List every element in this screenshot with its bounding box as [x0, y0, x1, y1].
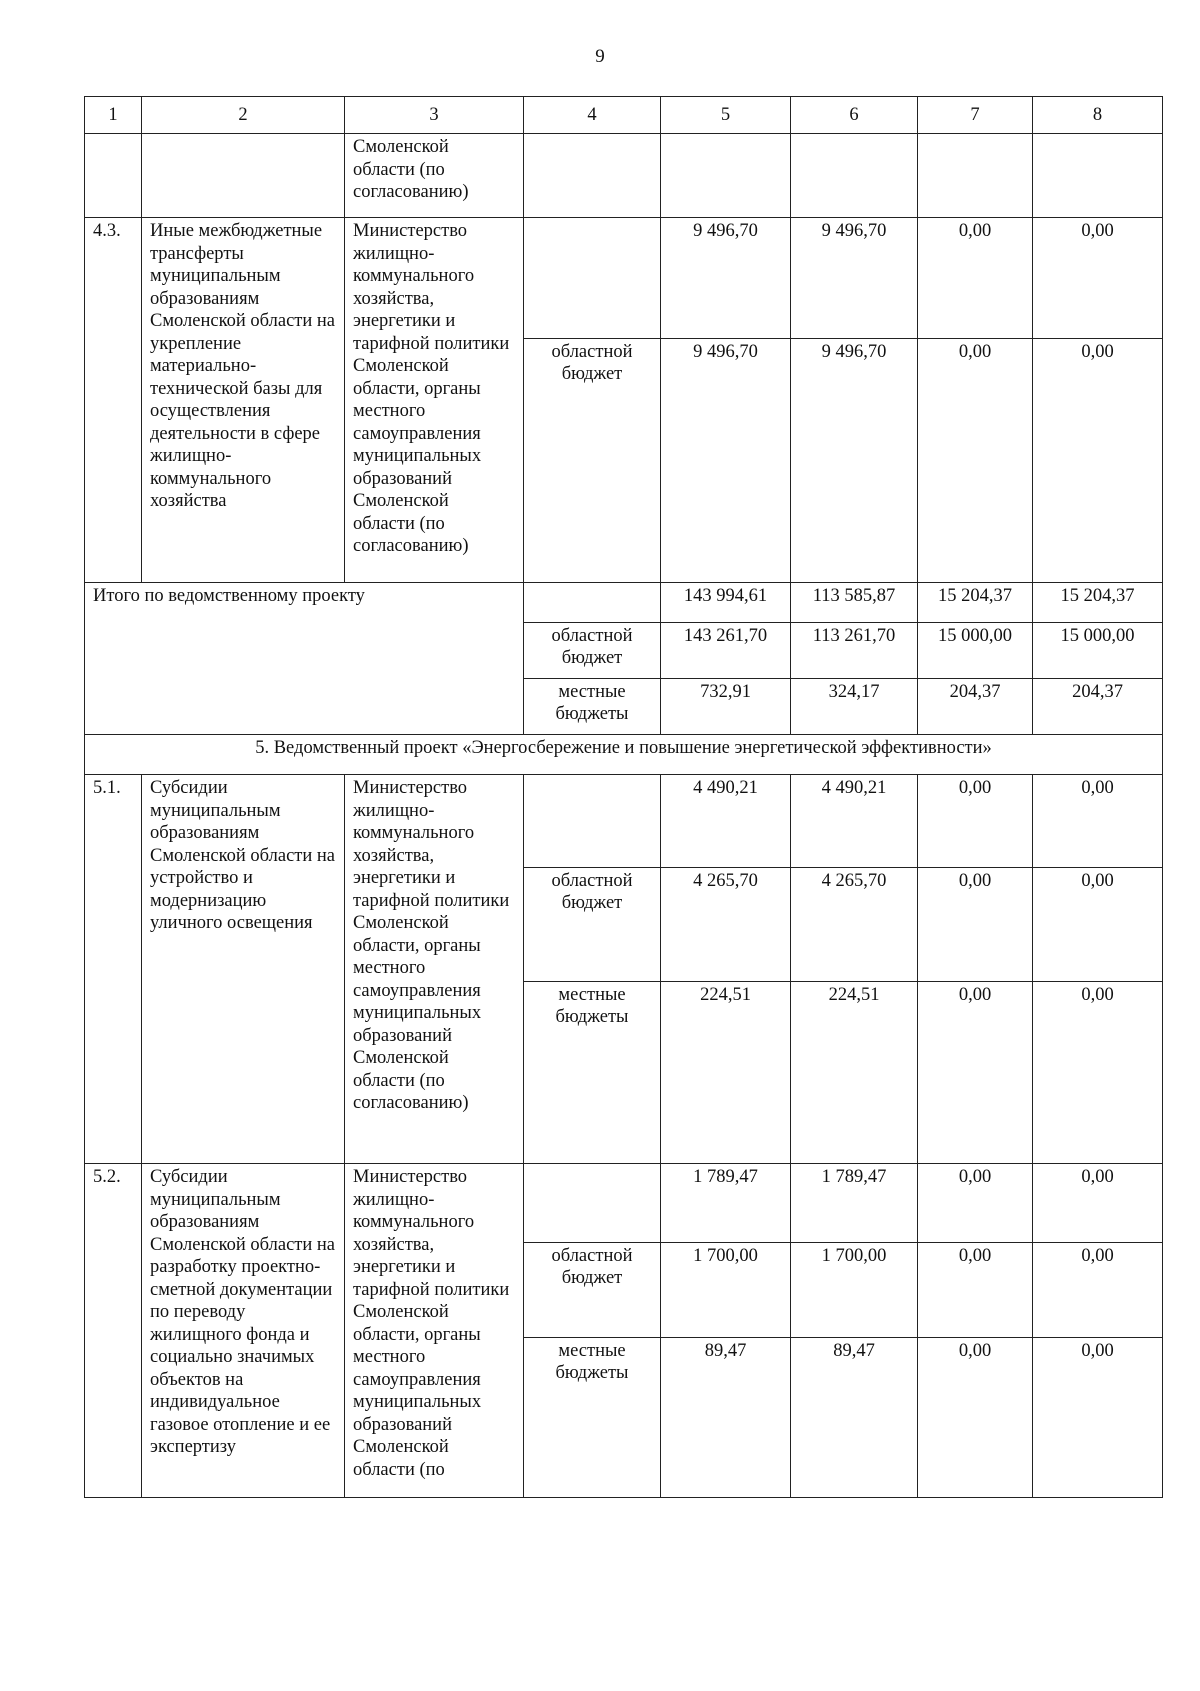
value-cell: 4 265,70: [661, 868, 791, 982]
value-cell: 204,37: [918, 679, 1033, 735]
table-row: [85, 134, 1163, 218]
source-cell: [524, 583, 661, 623]
item-name: Иные межбюджетные трансферты муниципальным образованиям Смоленской области на укрепление материально-технической базы для осуществления деятельности в сфере жилищно-коммунального хозяйства: [142, 218, 345, 583]
value-cell: 15 000,00: [918, 623, 1033, 679]
value-cell: 0,00: [918, 868, 1033, 982]
value-cell: 0,00: [918, 339, 1033, 583]
value-cell: 224,51: [791, 982, 918, 1164]
value-cell: 4 265,70: [791, 868, 918, 982]
value-cell: 4 490,21: [791, 775, 918, 868]
executor-cell: Министерство жилищно-коммунального хозяйства, энергетики и тарифной политики Смоленской области, органы местного самоуправления муниципальных образований Смоленской области (по согласованию): [345, 775, 524, 1164]
source-cell: областной бюджет: [524, 339, 661, 583]
table-row: [85, 218, 1163, 339]
value-cell: 0,00: [1033, 339, 1163, 583]
value-cell: 89,47: [791, 1338, 918, 1498]
source-cell: [524, 775, 661, 868]
value-cell: 324,17: [791, 679, 918, 735]
source-cell: местные бюджеты: [524, 982, 661, 1164]
table-row: [85, 1164, 1163, 1243]
source-cell: областной бюджет: [524, 868, 661, 982]
value-cell: 143 261,70: [661, 623, 791, 679]
value-cell: 1 789,47: [791, 1164, 918, 1243]
value-cell: 15 000,00: [1033, 623, 1163, 679]
value-cell: 0,00: [1033, 868, 1163, 982]
value-cell: 0,00: [1033, 1243, 1163, 1338]
header-cell: 2: [142, 97, 345, 134]
value-cell: 9 496,70: [661, 339, 791, 583]
value-cell: 0,00: [918, 1243, 1033, 1338]
source-cell: областной бюджет: [524, 623, 661, 679]
value-cell: 0,00: [1033, 775, 1163, 868]
value-cell: 9 496,70: [661, 218, 791, 339]
item-name: Субсидии муниципальным образованиям Смоленской области на разработку проектно-сметной документации по переводу жилищного фонда и социально значимых объектов на индивидуальное газовое отопление и ее экспертизу: [142, 1164, 345, 1498]
value-cell: 0,00: [918, 982, 1033, 1164]
value-cell: 4 490,21: [661, 775, 791, 868]
value-cell: 1 700,00: [661, 1243, 791, 1338]
row-index: 5.1.: [85, 775, 142, 1164]
table-row: [85, 775, 1163, 868]
budget-table: [84, 96, 1163, 1498]
value-cell: 113 585,87: [791, 583, 918, 623]
value-cell: 0,00: [918, 775, 1033, 868]
value-cell: 732,91: [661, 679, 791, 735]
header-cell: 7: [918, 97, 1033, 134]
value-cell: 0,00: [1033, 1338, 1163, 1498]
value-cell: 9 496,70: [791, 218, 918, 339]
section-row: [85, 735, 1163, 775]
header-row: [85, 97, 1163, 134]
total-row: [85, 583, 1163, 623]
header-cell: 3: [345, 97, 524, 134]
source-cell: местные бюджеты: [524, 1338, 661, 1498]
source-cell: областной бюджет: [524, 1243, 661, 1338]
value-cell: 1 789,47: [661, 1164, 791, 1243]
value-cell: 143 994,61: [661, 583, 791, 623]
total-label: Итого по ведомственному проекту: [85, 583, 524, 735]
item-name: Субсидии муниципальным образованиям Смоленской области на устройство и модернизацию уличного освещения: [142, 775, 345, 1164]
value-cell: 204,37: [1033, 679, 1163, 735]
value-cell: 0,00: [918, 1338, 1033, 1498]
value-cell: 0,00: [1033, 982, 1163, 1164]
header-cell: 8: [1033, 97, 1163, 134]
value-cell: 15 204,37: [1033, 583, 1163, 623]
row-index: 5.2.: [85, 1164, 142, 1498]
value-cell: 0,00: [918, 1164, 1033, 1243]
executor-cell: Министерство жилищно-коммунального хозяйства, энергетики и тарифной политики Смоленской области, органы местного самоуправления муниципальных образований Смоленской области (по: [345, 1164, 524, 1498]
executor-cell: Смоленской области (по согласованию): [345, 134, 524, 218]
value-cell: 224,51: [661, 982, 791, 1164]
value-cell: 89,47: [661, 1338, 791, 1498]
value-cell: 0,00: [918, 218, 1033, 339]
page-number: 9: [595, 46, 605, 67]
row-index: 4.3.: [85, 218, 142, 583]
source-cell: [524, 1164, 661, 1243]
value-cell: 113 261,70: [791, 623, 918, 679]
source-cell: местные бюджеты: [524, 679, 661, 735]
value-cell: 15 204,37: [918, 583, 1033, 623]
value-cell: 0,00: [1033, 1164, 1163, 1243]
value-cell: 0,00: [1033, 218, 1163, 339]
header-cell: 1: [85, 97, 142, 134]
executor-cell: Министерство жилищно-коммунального хозяйства, энергетики и тарифной политики Смоленской области, органы местного самоуправления муниципальных образований Смоленской области (по согласованию): [345, 218, 524, 583]
header-cell: 4: [524, 97, 661, 134]
source-cell: [524, 218, 661, 339]
value-cell: 1 700,00: [791, 1243, 918, 1338]
header-cell: 6: [791, 97, 918, 134]
section-title: 5. Ведомственный проект «Энергосбережение и повышение энергетической эффективности»: [85, 735, 1163, 775]
header-cell: 5: [661, 97, 791, 134]
value-cell: 9 496,70: [791, 339, 918, 583]
